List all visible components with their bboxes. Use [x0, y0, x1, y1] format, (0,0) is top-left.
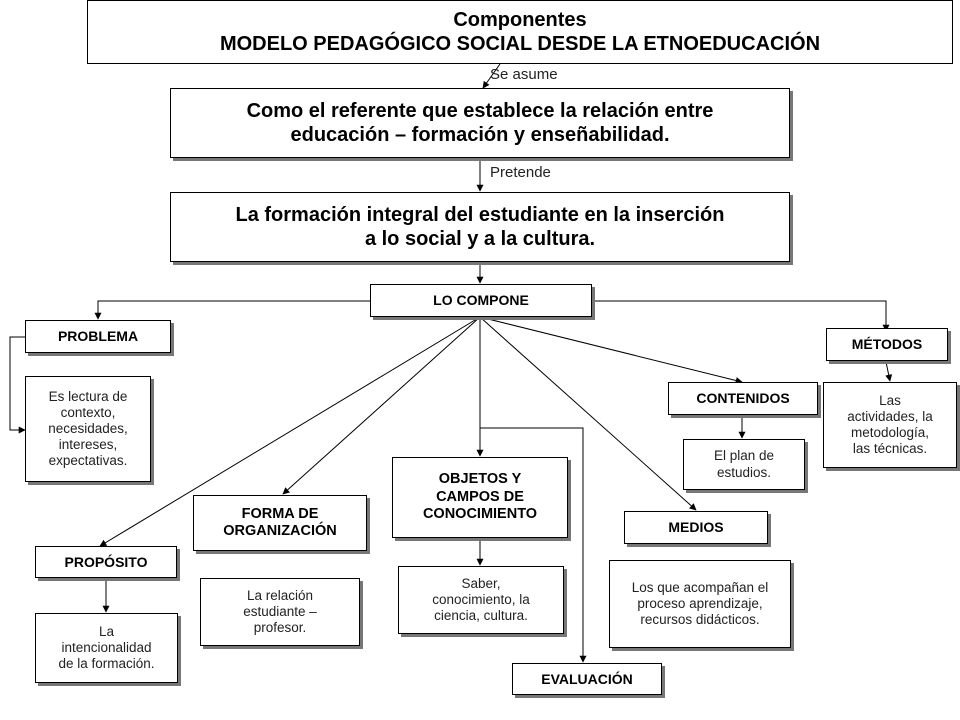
medios-desc-box: [609, 560, 791, 648]
label-pretende: Pretende: [490, 164, 551, 181]
contenidos-desc-2: estudios.: [716, 464, 772, 480]
medios-desc-3: recursos didácticos.: [640, 612, 760, 628]
proposito-desc-1: La: [98, 623, 115, 639]
title-line2: MODELO PEDAGÓGICO SOCIAL DESDE LA ETNOEDUCACIÓN: [219, 33, 821, 55]
objetos-desc-2: conocimiento, la: [432, 591, 530, 607]
contenidos-title: CONTENIDOS: [696, 390, 790, 407]
problema-box: [25, 320, 171, 353]
objetos-desc-3: ciencia, cultura.: [434, 608, 528, 624]
problema-desc-3: necesidades,: [48, 420, 128, 436]
problema-desc-4: intereses,: [58, 437, 118, 453]
referente-box: [170, 88, 790, 158]
arrow-to-contenidos: [480, 317, 742, 382]
forma-desc-box: [200, 578, 360, 646]
problema-title: PROBLEMA: [57, 328, 139, 345]
objetos-title-1: OBJETOS Y: [438, 471, 522, 488]
contenidos-box: [668, 382, 818, 415]
problema-desc-5: expectativas.: [48, 453, 128, 469]
forma-title-1: FORMA DE: [241, 505, 319, 522]
objetos-box: [392, 457, 568, 538]
evaluacion-title: EVALUACIÓN: [541, 670, 633, 687]
formacion-line2: a lo social y a la cultura.: [364, 228, 596, 250]
referente-line2: educación – formación y enseñabilidad.: [290, 124, 670, 146]
formacion-line1: La formación integral del estudiante en la inserción: [235, 204, 725, 226]
forma-box: [193, 495, 367, 551]
evaluacion-box: [512, 663, 662, 695]
arrow-locompone-to-metodos: [592, 301, 886, 331]
metodos-desc-2: actividades, la: [847, 408, 933, 424]
forma-desc-2: estudiante –: [243, 603, 317, 619]
metodos-box: [826, 328, 948, 361]
objetos-desc-1: Saber,: [461, 575, 501, 591]
medios-box: [624, 511, 768, 544]
lo-compone-box: [370, 284, 592, 317]
arrow-locompone-to-problema: [98, 301, 370, 319]
objetos-title-3: CONOCIMIENTO: [422, 506, 538, 523]
lo-compone-label: LO COMPONE: [433, 292, 529, 309]
referente-line1: Como el referente que establece la relación entre: [246, 100, 714, 122]
proposito-desc-3: de la formación.: [58, 656, 155, 672]
arrow-metodos-to-desc: [886, 362, 890, 381]
problema-desc-1: Es lectura de: [48, 388, 128, 404]
proposito-desc-box: [35, 613, 178, 683]
medios-desc-1: Los que acompañan el: [631, 579, 769, 595]
metodos-desc-box: [823, 382, 957, 468]
problema-desc-box: [25, 376, 151, 482]
proposito-title: PROPÓSITO: [64, 553, 148, 570]
contenidos-desc-box: [683, 439, 805, 490]
metodos-title: MÉTODOS: [851, 336, 923, 353]
forma-desc-3: profesor.: [253, 620, 307, 636]
proposito-desc-2: intencionalidad: [61, 639, 152, 655]
proposito-box: [35, 546, 177, 578]
medios-desc-2: proceso aprendizaje,: [637, 595, 763, 611]
problema-desc-2: contexto,: [60, 404, 116, 420]
contenidos-desc-1: El plan de: [713, 448, 775, 464]
objetos-title-2: CAMPOS DE: [436, 488, 524, 505]
arrow-problema-to-desc: [10, 337, 25, 430]
label-se-asume: Se asume: [490, 66, 558, 83]
forma-title-2: ORGANIZACIÓN: [223, 523, 337, 539]
metodos-desc-1: Las: [879, 392, 901, 408]
title-box: [87, 0, 953, 64]
metodos-desc-3: metodología,: [850, 425, 930, 440]
formacion-box: [170, 192, 790, 262]
objetos-desc-box: [398, 566, 564, 634]
title-line1: Componentes: [453, 9, 587, 31]
forma-desc-1: La relación: [246, 587, 314, 603]
medios-title: MEDIOS: [668, 519, 724, 536]
metodos-desc-4: las técnicas.: [852, 441, 928, 457]
